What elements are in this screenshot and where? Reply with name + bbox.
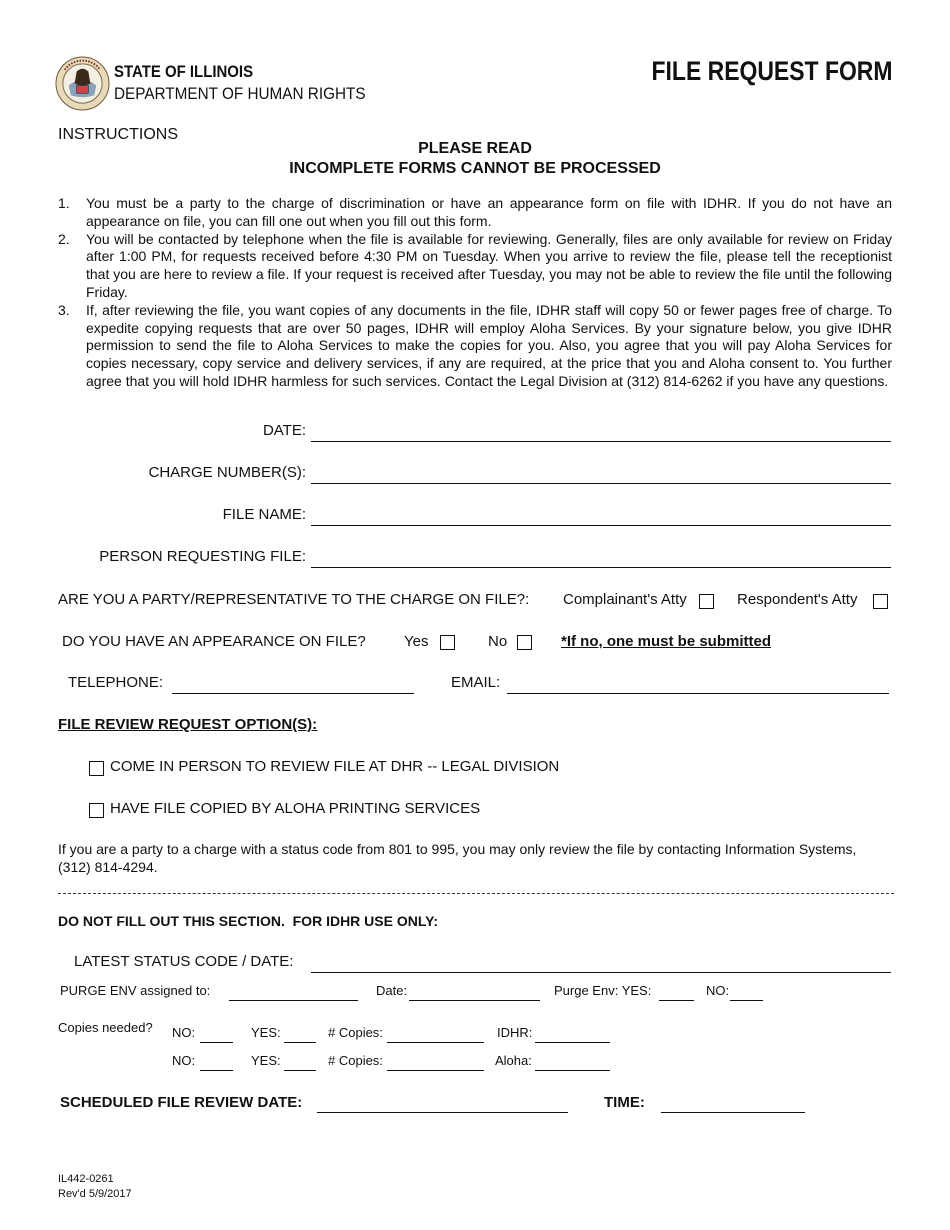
copies-idhr-no-label: NO: [172,1025,196,1040]
complainant-atty-label: Complainant's Atty [563,591,687,608]
review-options-heading: FILE REVIEW REQUEST OPTION(S): [58,716,318,733]
instructions-list [58,195,892,391]
form-number: IL442-0261 [58,1173,114,1185]
copies-aloha-count-field[interactable] [387,1070,484,1071]
incomplete-forms-notice: INCOMPLETE FORMS CANNOT BE PROCESSED [289,160,661,177]
charge-number-field[interactable] [311,483,891,484]
agency-state-name: STATE OF ILLINOIS [114,62,254,81]
appearance-no-checkbox[interactable] [517,635,532,650]
copies-idhr-yes-field[interactable] [284,1042,316,1043]
copies-needed-label: Copies needed? [58,1020,153,1035]
date-label: DATE: [262,422,306,439]
in-person-review-label: COME IN PERSON TO REVIEW FILE AT DHR -- LEGAL DIVISION [110,758,560,775]
telephone-label: TELEPHONE: [68,674,164,691]
purge-date-label: Date: [376,983,408,998]
purge-env-no-field[interactable] [730,1000,763,1001]
copies-aloha-count-label: # Copies: [328,1053,383,1068]
email-label: EMAIL: [451,674,501,691]
copies-idhr-field[interactable] [535,1042,610,1043]
instruction-item: 1. You must be a party to the charge of discrimination or have an appearance form on file with IDHR. If you do not have an appearance on file, you can fill one out when you fill out this form. [58,195,892,229]
copies-idhr-count-label: # Copies: [328,1025,383,1040]
purge-assigned-label: PURGE ENV assigned to: [60,983,211,998]
appearance-no-label: No [488,633,508,650]
copies-aloha-field[interactable] [535,1070,610,1071]
purge-env-yes-field[interactable] [659,1000,694,1001]
purge-date-field[interactable] [409,1000,540,1001]
date-field[interactable] [311,441,891,442]
respondent-atty-label: Respondent's Atty [737,591,858,608]
person-requesting-field[interactable] [311,567,891,568]
aloha-copy-label: HAVE FILE COPIED BY ALOHA PRINTING SERVICES [110,800,481,817]
agency-department-name: DEPARTMENT OF HUMAN RIGHTS [114,84,366,103]
respondent-atty-checkbox[interactable] [873,594,888,609]
scheduled-review-date-label: SCHEDULED FILE REVIEW DATE: [60,1094,303,1111]
office-use-heading: DO NOT FILL OUT THIS SECTION. FOR IDHR USE ONLY: [58,913,439,929]
file-name-label: FILE NAME: [222,506,306,523]
please-read-notice: PLEASE READ [418,140,532,157]
charge-number-label: CHARGE NUMBER(S): [148,464,306,481]
latest-status-field[interactable] [311,972,891,973]
copies-idhr-yes-label: YES: [251,1025,281,1040]
aloha-copy-checkbox[interactable] [89,803,104,818]
state-seal-logo [55,56,110,111]
copies-aloha-yes-label: YES: [251,1053,281,1068]
instructions-heading: INSTRUCTIONS [58,126,178,143]
latest-status-label: LATEST STATUS CODE / DATE: [74,953,294,970]
appearance-note: *If no, one must be submitted [561,633,772,650]
person-requesting-label: PERSON REQUESTING FILE: [99,548,306,565]
copies-idhr-no-field[interactable] [200,1042,233,1043]
party-question: ARE YOU A PARTY/REPRESENTATIVE TO THE CHARGE ON FILE?: [58,591,530,608]
copies-aloha-no-field[interactable] [200,1070,233,1071]
scheduled-time-label: TIME: [604,1094,645,1111]
instruction-item: 3. If, after reviewing the file, you want copies of any documents in the file, IDHR staff will copy 50 or fewer pages free of charge. To expedite copying requests that are over 50 pages, IDHR will employ Aloha Services. By your signature below, you give IDHR permission to send the file to Aloha Services to make the copies for you. Also, you agree that you will pay Aloha Services for copies necessary, copy service and delivery services, if any are required, at the price that you and Aloha consent to. You further agree that you will hold IDHR harmless for such services. Contact the Legal Division at (312) 814-6262 if you have any questions. [58,301,892,389]
appearance-yes-checkbox[interactable] [440,635,455,650]
section-divider [58,893,894,894]
scheduled-review-date-field[interactable] [317,1112,568,1113]
in-person-review-checkbox[interactable] [89,761,104,776]
form-title: FILE REQUEST FORM [651,56,892,86]
file-name-field[interactable] [311,525,891,526]
purge-assigned-field[interactable] [229,1000,358,1001]
copies-idhr-label: IDHR: [497,1025,533,1040]
copies-aloha-no-label: NO: [172,1053,196,1068]
revision-date: Rev'd 5/9/2017 [58,1188,132,1200]
telephone-field[interactable] [172,693,414,694]
appearance-question: DO YOU HAVE AN APPEARANCE ON FILE? [62,633,366,650]
copies-aloha-label: Aloha: [495,1053,532,1068]
status-code-note: If you are a party to a charge with a status code from 801 to 995, you may only review the file by contacting Information Systems, (312) 814-4294. [58,841,857,875]
copies-idhr-count-field[interactable] [387,1042,484,1043]
copies-aloha-yes-field[interactable] [284,1070,316,1071]
appearance-yes-label: Yes [404,633,429,650]
instruction-item: 2. You will be contacted by telephone when the file is available for reviewing. Generally, files are only available for review on Friday after 1:00 PM, for requests received before 4:30 PM on Tuesday. When you arrive to review the file, please tell the receptionist that you are here to review a file. If your request is received after Tuesday, you may not be able to review the file until the following Friday. [58,230,892,300]
scheduled-time-field[interactable] [661,1112,805,1113]
purge-env-yes-label: Purge Env: YES: [554,983,652,998]
email-field[interactable] [507,693,889,694]
purge-env-no-label: NO: [706,983,730,998]
complainant-atty-checkbox[interactable] [699,594,714,609]
